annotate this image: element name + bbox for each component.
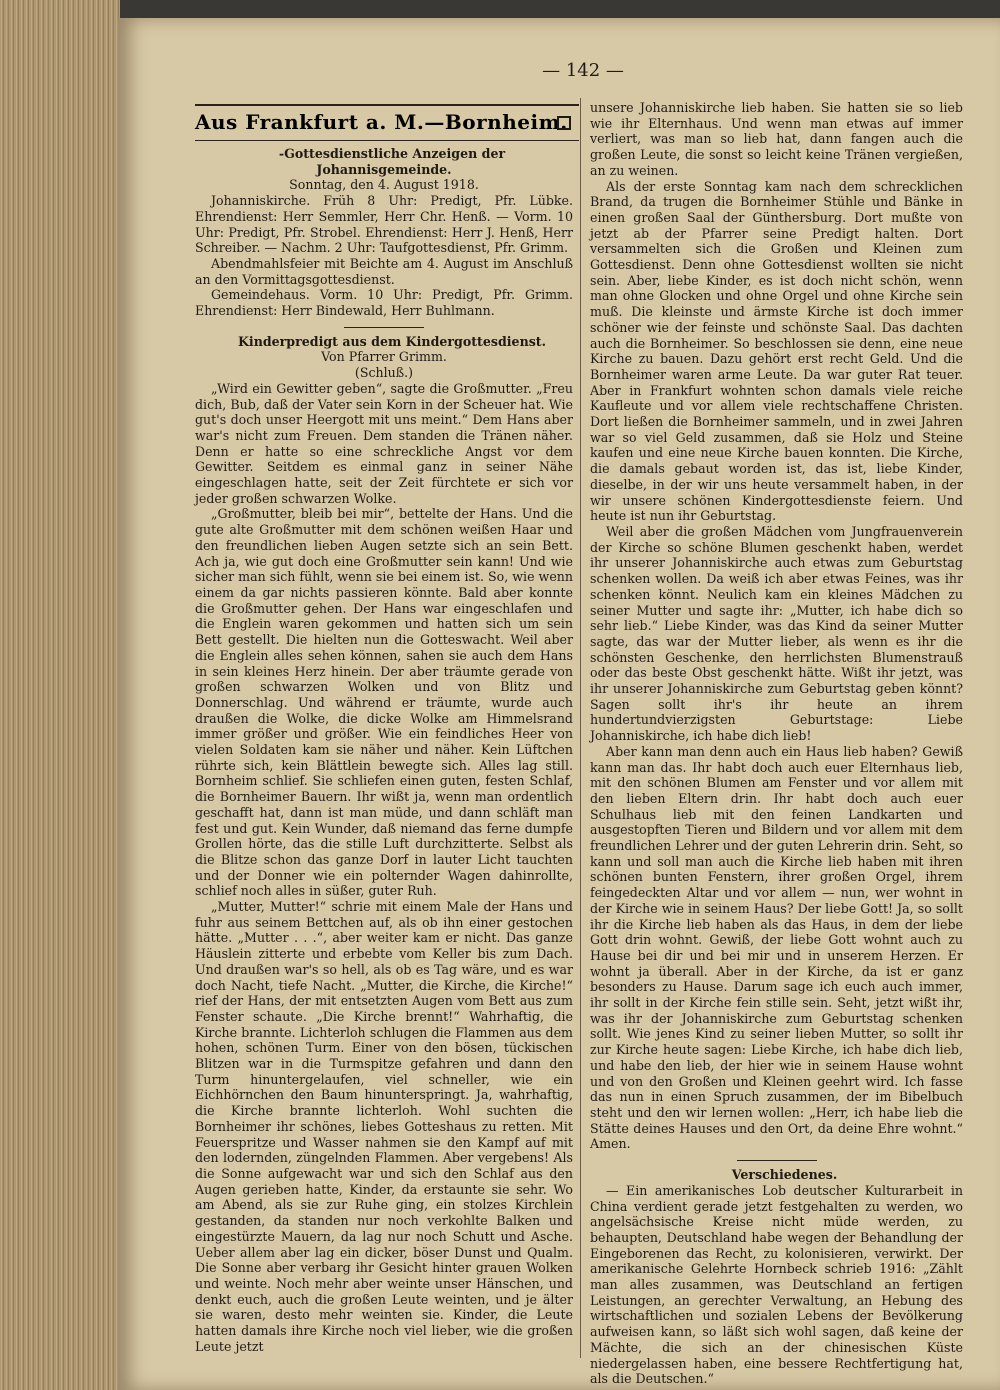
- book-page-stack: [0, 0, 120, 1390]
- paragraph: Weil aber die großen Mädchen vom Jungfrauenverein der Kirche so schöne Blumen geschenkt haben, werdet ihr unserer Johanniskirche auch etwas zum Geburtstag schenken wollen. Da weiß ich aber etwas Feines, was ihr schenken könnt. Neulich kam ein kleines Mädchen zu seiner Mutter und sagte ihr: „Mutter, ich habe dich so sehr lieb.“ Liebe Kinder, was das Kind da seiner Mutter sagte, das war der Mutter lieber, als wenn es ihr die schönsten Geschenke, den herrlichsten Blumenstrauß oder das beste Obst geschenkt hätte. Wißt ihr jetzt, was ihr unserer Johanniskirche zum Geburtstag geben könnt? Sagen sollt ihr's ihr heute an ihrem hundertundvierzigsten Geburtstage: Liebe Johanniskirche, ich habe dich lieb!: [590, 523, 963, 744]
- paragraph: Aber kann man denn auch ein Haus lieb haben? Gewiß kann man das. Ihr habt doch auch euer Elternhaus lieb, mit den schönen Blumen am Fenster und vor allem mit den lieben Eltern drin. Ihr habt doch auch euer Schulhaus lieb mit den feinen Landkarten und ausgestopften Tieren und Bildern und vor allem mit dem freundlichen Lehrer und der guten Lehrerin drin. Seht, so kann und soll man auch die Kirche lieb haben mit ihren schönen bunten Fenstern, ihrer großen Orgel, ihrem feingedeckten Altar und vor allem — nun, wer wohnt in der Kirche wie in seinem Haus? Der liebe Gott! Ja, so sollt ihr die Kirche lieb haben als das Haus, in dem der liebe Gott drin wohnt. Gewiß, der liebe Gott wohnt auch zu Hause bei dir und bei mir und in unserem Herzen. Er wohnt ja überall. Aber in der Kirche, da ist er ganz besonders zu Hause. Darum sage ich euch auch immer, ihr sollt in der Kirche fein stille sein. Seht, jetzt wißt ihr, was ihr der Johanniskirche zum Geburtstag schenken sollt. Wie jenes Kind zu seiner lieben Mutter, so sollt ihr zur Kirche heute sagen: Liebe Kirche, ich habe dich lieb, und habe den lieb, der hier wie in seinem Hause wohnt und von den Großen und Kleinen geehrt wird. Ich fasse das nun in einen Spruch zusammen, der im Bibelbuch steht und den wir lernen wollen: „Herr, ich habe lieb die Stätte deines Hauses und den Ort, da deine Ehre wohnt.“ Amen.: [590, 743, 963, 1152]
- left-column: [195, 146, 573, 1354]
- author-line: Von Pfarrer Grimm.: [321, 349, 447, 365]
- page-header: [195, 110, 579, 140]
- section-title-sermon: Kinderpredigt aus dem Kindergottesdienst.: [237, 333, 547, 349]
- section-title-misc: Verschiedenes.: [731, 1167, 838, 1183]
- page-number: — 142 —: [542, 60, 624, 81]
- paragraph: Gemeindehaus. Vorm. 10 Uhr: Predigt, Pfr. Grimm. Ehrendienst: Herr Bindewald, Herr Buhlmann.: [195, 287, 573, 319]
- header-title: Aus Frankfurt a. M.—Bornheim.: [195, 110, 568, 134]
- paragraph: Abendmahlsfeier mit Beichte am 4. August im Anschluß an den Vormittagsgottesdienst.: [195, 255, 573, 287]
- subtitle-line: (Schluß.): [354, 365, 414, 381]
- right-column: [590, 100, 963, 1387]
- paragraph: — Ein amerikanisches Lob deutscher Kulturarbeit in China verdient gerade jetzt festgehalten zu werden, wo angelsächsische Kreise nicht müde werden, zu behaupten, Deutschland habe wegen der Behandlung der Eingeborenen das Recht, zu kolonisieren, verwirkt. Der amerikanische Gelehrte Hornbeck schrieb 1916: „Zählt man alles zusammen, was Deutschland an fertigen Leistungen, an gerechter Verwaltung, an Hebung des wirtschaftlichen und sozialen Lebens der Bevölkerung aufweisen kann, so läßt sich wohl sagen, daß keine der Mächte, die sich an der chinesischen Küste niedergelassen haben, eine bessere Rechtfertigung hat, als die Deutschen.“: [590, 1182, 963, 1387]
- section-divider: [344, 327, 424, 328]
- column-divider: [580, 98, 581, 1358]
- paragraph: „Großmutter, bleib bei mir“, bettelte der Hans. Und die gute alte Großmutter mit dem schönen weißen Haar und den freundlichen lieben Augen setzte sich an sein Bett. Ach ja, wie gut doch eine Großmutter sein kann! Und wie sicher man sich fühlt, wenn sie bei einem ist. So, wie wenn einem da gar nichts passieren könnte. Bald aber konnte die Großmutter gehen. Der Hans war eingeschlafen und die Englein waren gekommen und hatten sich um sein Bett gestellt. Die hielten nun die Gotteswacht. Weil aber die Englein alles sehen können, sahen sie auch dem Hans in sein kleines Herz hinein. Der aber träumte gerade von großen schwarzen Wolken und von Blitz und Donnerschlag. Und während er träumte, wurde auch draußen die Wolke, die dicke Wolke am Himmelsrand immer größer und größer. Wie ein feindliches Heer von vielen Soldaten kam sie näher und näher. Kein Lüftchen rührte sich, kein Blättlein bewegte sich. Alles lag still. Bornheim schlief. Sie schliefen einen guten, festen Schlaf, die Bornheimer Bauern. Ihr wißt ja, wenn man ordentlich geschafft hat, dann ist man müde, und dann schläft man fest und gut. Kein Wunder, daß niemand das ferne dumpfe Grollen hörte, das die stille Luft durchzitterte. Selbst als die Blitze schon das ganze Dorf in lauter Licht tauchten und der Donner wie ein polternder Wagen dahinrollte, schlief noch alles in süßer, guter Ruh.: [195, 506, 573, 899]
- header-bottom-rule: [195, 140, 579, 141]
- section-divider: [737, 1160, 817, 1161]
- paragraph: unsere Johanniskirche lieb haben. Sie hatten sie so lieb wie ihr Elternhaus. Und wenn man etwas auf immer verliert, was man so lieb hat, dann fangen auch die großen Leute, die sonst so leicht keine Tränen vergießen, an zu weinen.: [590, 100, 963, 178]
- paragraph: „Mutter, Mutter!“ schrie mit einem Male der Hans und fuhr aus seinem Bettchen auf, als ob ihn einer gestochen hätte. „Mutter . . .“, aber weiter kam er nicht. Das ganze Häuslein zitterte und erbebte vom Keller bis zum Dach. Und draußen war's so hell, als ob es Tag wäre, und es war doch Nacht, tiefe Nacht. „Mutter, die Kirche, die Kirche!“ rief der Hans, der mit entsetzten Augen vom Bett aus zum Fenster schaute. „Die Kirche brennt!“ Wahrhaftig, die Kirche brannte. Lichterloh schlugen die Flammen aus dem hohen, schönen Turm. Einer von den bösen, tückischen Blitzen war in die Turmspitze gefahren und dann den Turm hinuntergelaufen, viel schneller, wie ein Eichhörnchen den Baum hinunterspringt. Ja, wahrhaftig, die Kirche brannte lichterloh. Wohl suchten die Bornheimer ihr schönes, liebes Gotteshaus zu retten. Mit Feuerspritze und Wasser nahmen sie den Kampf auf mit den lodernden, züngelnden Flammen. Aber vergebens! Als die Sonne aufgewacht war und sich den Schlaf aus den Augen gerieben hatte, Kinder, da erstaunte sie sehr. Wo am Abend, als sie zur Ruhe ging, ein stolzes Kirchlein gestanden, da standen nur noch verkohlte Balken und eingestürzte Mauern, da lag nur noch Schutt und Asche. Ueber allem aber lag ein dicker, böser Dunst und Qualm. Die Sonne aber verbarg ihr Gesicht hinter grauen Wolken und weinte. Noch mehr aber weinte unser Hänschen, und denkt euch, auch die großen Leute weinten, und je älter sie waren, desto mehr weinten sie. Kinder, die Leute hatten damals ihre Kirche noch viel lieber, wie die großen Leute jetzt: [195, 899, 573, 1354]
- section-title-services: -Gottesdienstliche Anzeigen der Johannisgemeinde.: [278, 146, 506, 177]
- header-top-rule: [195, 104, 579, 106]
- date-line: Sonntag, den 4. August 1918.: [289, 177, 479, 193]
- paragraph: „Wird ein Gewitter geben“, sagte die Großmutter. „Freu dich, Bub, daß der Vater sein Korn in der Scheuer hat. Wie gut's doch unser Heergott mit uns meint.“ Dem Hans aber war's nicht zum Freuen. Dem standen die Tränen näher. Denn er hatte so eine schreckliche Angst vor dem Gewitter. Seitdem es einmal ganz in seiner Nähe eingeschlagen hatte, seit der Zeit fürchtete er sich vor jeder großen schwarzen Wolke.: [195, 380, 573, 506]
- square-ornament-icon: [557, 116, 571, 130]
- paragraph: Als der erste Sonntag kam nach dem schrecklichen Brand, da trugen die Bornheimer Stühle und Bänke in einen großen Saal der Günthersburg. Dort mußte von jetzt ab der Pfarrer seine Predigt halten. Dort versammelten sich die Großen und Kleinen zum Gottesdienst. Denn ohne Gottesdienst wollten sie nicht sein. Aber, liebe Kinder, es ist doch nicht schön, wenn man ohne Glocken und ohne Orgel und ohne Kirche sein muß. Die kleinste und ärmste Kirche ist doch immer schöner wie der feinste und schönste Saal. Das dachten auch die Bornheimer. So beschlossen sie denn, eine neue Kirche zu bauen. Dazu gehört erst recht Geld. Und die Bornheimer waren arme Leute. Da war guter Rat teuer. Aber in Frankfurt wohnten schon damals viele reiche Kaufleute und vor allem viele rechtschaffene Christen. Dort ließen die Bornheimer sammeln, und in zwei Jahren war so viel Geld zusammen, daß sie Holz und Steine kaufen und eine neue Kirche bauen konnten. Die Kirche, die damals gebaut worden ist, das ist, liebe Kinder, dieselbe, in der wir uns heute versammelt haben, in der wir unsere schönen Kindergottesdienste feiern. Und heute ist nun ihr Geburtstag.: [590, 178, 963, 524]
- paragraph: Johanniskirche. Früh 8 Uhr: Predigt, Pfr. Lübke. Ehrendienst: Herr Semmler, Herr Chr. Henß. — Vorm. 10 Uhr: Predigt, Pfr. Strobel. Ehrendienst: Herr J. Henß, Herr Schreiber. — Nachm. 2 Uhr: Taufgottesdienst, Pfr. Grimm.: [195, 193, 573, 256]
